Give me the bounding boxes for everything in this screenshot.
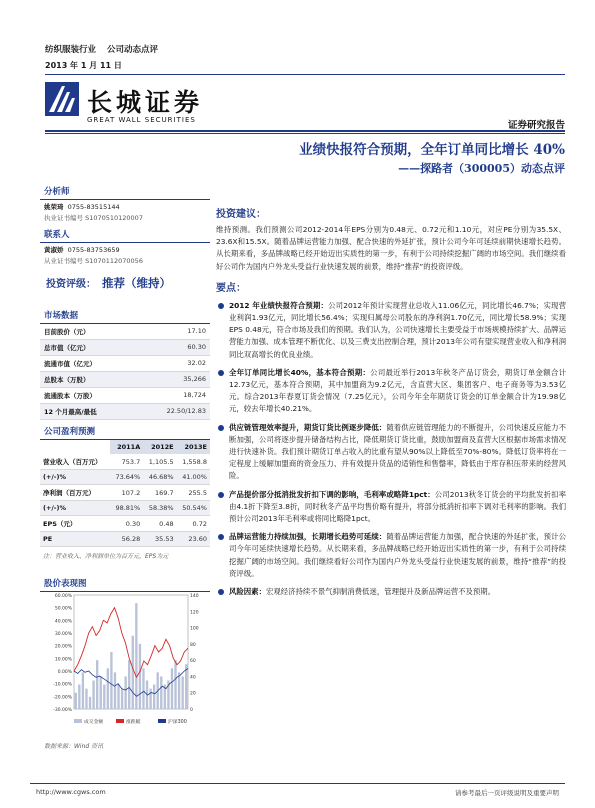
- rating-label: 投资评级：: [46, 279, 96, 290]
- table-cell: 46.68%: [143, 470, 176, 485]
- market-row: [40, 372, 210, 388]
- market-value: 32.02: [187, 359, 206, 367]
- report-type-label: 证券研究报告: [507, 120, 565, 131]
- analyst-cert: 执业证书编号 S1070510120007: [44, 214, 143, 222]
- forecast-heading: 公司盈利预测: [40, 425, 210, 440]
- contact-info: [40, 243, 210, 269]
- price-chart-heading: 股价表现图: [40, 577, 210, 592]
- title-divider: [45, 130, 565, 134]
- contact-phone: 0755-83753659: [67, 246, 120, 254]
- table-cell: 73.64%: [110, 470, 143, 485]
- y-left-tick-label: 50.00%: [54, 606, 72, 612]
- price-chart-panel: [40, 575, 210, 592]
- analyst-name: 姚荣琦: [44, 203, 64, 211]
- y-left-tick-label: -30.00%: [53, 708, 72, 713]
- volume-bar: [135, 603, 137, 709]
- market-data-panel: [40, 307, 210, 420]
- table-cell: 50.54%: [177, 501, 210, 516]
- volume-bar: [107, 668, 109, 709]
- header-industry-line: [45, 43, 166, 55]
- table-cell: 41.00%: [177, 470, 210, 485]
- page-subtitle: ——探路者（300005）动态点评: [398, 162, 565, 175]
- point-text: 公司2013秋冬订货会的平均批发折扣率由4.1折下降至3.8折，同时秋冬产品平均售价略有提升，将部分抵消折扣率下调对毛利率的影响。我们预计公司2013年毛利率或将同比略降1pct。: [229, 489, 566, 524]
- footer-divider: [30, 783, 565, 784]
- legend-label-change: 涨跌幅: [126, 720, 141, 725]
- advice-heading: 投资建议：: [216, 209, 266, 220]
- point-lead: 全年订单同比增长40%，基本符合预期：: [229, 367, 371, 377]
- contact-heading: 联系人: [40, 228, 210, 243]
- footer-url[interactable]: http://www.cgws.com: [36, 788, 106, 796]
- table-row: [40, 532, 210, 547]
- report-date: 2013 年 1 月 11 日: [45, 61, 122, 70]
- y-left-tick-label: 40.00%: [54, 619, 72, 625]
- y-left-tick-label: -10.00%: [53, 682, 72, 688]
- y-right-tick-label: 40: [190, 675, 196, 681]
- table-cell: 1,105.5: [143, 454, 176, 470]
- market-value: 60.30: [187, 343, 206, 351]
- point-text: 随着品牌运营能力加强，配合快速的外延扩张，预计公司今年可延续快速增长趋势。从长期来看，多品牌战略已经开始迈出实质性的第一步，有利于公司持续挖掘广阔的市场空间。我们继续看好公司作为国内户外龙头受益行业快速发展的前景，维持“推荐”的投资评级。: [229, 532, 566, 578]
- table-cell: 255.5: [177, 485, 210, 501]
- page-title: 业绩快报符合预期，全年订单同比增长 40%: [299, 142, 565, 158]
- contact-cert: 从业证书编号 S1070112070056: [44, 257, 143, 265]
- volume-bar: [121, 689, 123, 709]
- table-row: [40, 470, 210, 485]
- forecast-note: 注：营业收入、净利润单位为百万元，EPS为元: [43, 553, 169, 560]
- bullet-dot-icon: [218, 425, 224, 431]
- point-text: 宏观经济持续不景气抑制消费低迷，管理提升及新品牌运营不及预期。: [265, 587, 496, 597]
- row-label: PE: [40, 532, 110, 547]
- column-header: [40, 440, 110, 454]
- market-heading: 市场数据: [40, 309, 210, 324]
- points-heading: 要点：: [216, 282, 246, 294]
- row-label: EPS（元）: [40, 516, 110, 532]
- legend-label-hs300: 沪深300: [168, 720, 187, 725]
- market-key: 流通股本（万股）: [44, 392, 96, 400]
- bullet-dot-icon: [218, 534, 224, 540]
- market-row: [40, 340, 210, 356]
- volume-bar: [96, 660, 98, 709]
- column-header: 2012E: [143, 440, 176, 454]
- bullet-dot-icon: [218, 303, 224, 309]
- brand-name-cn: 长城证券: [87, 88, 204, 117]
- y-left-tick-label: 20.00%: [54, 644, 72, 650]
- y-right-tick-label: 80: [190, 642, 196, 648]
- volume-bar: [149, 689, 151, 709]
- volume-bar: [110, 652, 112, 709]
- table-cell: 98.81%: [110, 501, 143, 516]
- market-row: [40, 324, 210, 340]
- table-cell: 56.28: [110, 532, 143, 547]
- y-right-tick-label: 140: [190, 594, 199, 599]
- table-cell: 1,558.8: [177, 454, 210, 470]
- column-header: 2013E: [177, 440, 210, 454]
- brand-logo: [45, 82, 205, 132]
- market-key: 总股本（万股）: [44, 376, 90, 384]
- y-left-tick-label: 0.00%: [57, 670, 72, 675]
- y-right-tick-label: 100: [190, 626, 199, 632]
- forecast-table: [40, 440, 210, 547]
- market-row: [40, 356, 210, 372]
- advice-text: 维持预测。我们预测公司2012-2014年EPS分别为0.48元、0.72元和1.10元，对应PE分别为35.5X、23.6X和15.5X。随着品牌运营能力加强、配合快速的外延扩张，预计公司今年可延续前期快速增长趋势。从长期来看，多品牌战略已经开始迈出实质性的第一步，有利于公司持续挖掘广阔的市场空间。我们继续看好公司作为国内户外龙头受益行业快速发展的前景，维持“推荐”的投资评级。: [216, 225, 566, 271]
- table-cell: 0.30: [110, 516, 143, 532]
- contact-name: 黄淑娇: [44, 246, 64, 254]
- volume-bar: [185, 664, 187, 709]
- volume-bar: [85, 689, 87, 709]
- rating-value: 推荐（维持）: [102, 276, 171, 290]
- brand-name-en: GREAT WALL SECURITIES: [87, 116, 196, 124]
- legend-swatch-change: [116, 719, 124, 723]
- legend-label-volume: 成交金额: [84, 720, 104, 725]
- y-right-tick-label: 120: [190, 610, 199, 616]
- bullet-dot-icon: [218, 589, 224, 595]
- price-change-line: [74, 608, 188, 678]
- table-cell: 23.60: [177, 532, 210, 547]
- volume-bar: [174, 660, 176, 709]
- volume-bar: [100, 676, 102, 709]
- analyst-panel: [40, 183, 210, 269]
- footer-disclaimer: 请参考最后一页评级说明及重要声明: [455, 789, 559, 797]
- market-row: [40, 404, 210, 420]
- legend-swatch-volume: [74, 719, 82, 723]
- row-label: 营业收入（百万元）: [40, 454, 110, 470]
- volume-bar: [114, 672, 116, 709]
- volume-bar: [78, 685, 80, 709]
- table-cell: 169.7: [143, 485, 176, 501]
- table-cell: 107.2: [110, 485, 143, 501]
- analyst-info: [40, 200, 210, 226]
- volume-bar: [153, 685, 155, 709]
- market-row: [40, 388, 210, 404]
- industry-label: 纺织服装行业: [45, 45, 97, 55]
- volume-bar: [75, 693, 77, 709]
- market-key: 总市值（亿元）: [44, 344, 90, 352]
- legend-swatch-hs300: [158, 719, 166, 723]
- row-label: 净利润（百万元）: [40, 485, 110, 501]
- volume-bar: [171, 668, 173, 709]
- market-value: 18,724: [183, 391, 206, 399]
- table-row: [40, 454, 210, 470]
- point-text: 公司最近举行2013年秋冬产品订货会，期货订单金额合计12.73亿元，基本符合预期，其中加盟商为9.2亿元，含直营大区、集团客户、电子商务等为3.53亿元。综合2013年春夏订货会情况（7.25亿元），公司今年全年期货订货会的订单金额合计为19.98亿元，较去年增长40.21%。: [229, 367, 566, 414]
- volume-bar: [160, 676, 162, 709]
- table-row: [40, 516, 210, 532]
- volume-bar: [89, 697, 91, 709]
- table-row: [40, 501, 210, 516]
- point-lead: 品牌运营能力持续加强，长期增长趋势可延续：: [229, 532, 387, 542]
- market-key: 12 个月最高/最低: [44, 408, 97, 416]
- list-item: [216, 489, 566, 526]
- market-value: 35,266: [183, 375, 206, 383]
- table-cell: 0.72: [177, 516, 210, 532]
- table-cell: 58.38%: [143, 501, 176, 516]
- volume-bar: [132, 636, 134, 709]
- list-item: [216, 300, 566, 361]
- bullet-dot-icon: [218, 370, 224, 376]
- y-right-tick-label: 60: [190, 659, 196, 665]
- y-left-tick-label: 60.00%: [54, 594, 72, 599]
- table-cell: 753.7: [110, 454, 143, 470]
- price-chart: [44, 591, 208, 731]
- analyst-phone: 0755-83515144: [67, 203, 120, 211]
- earnings-forecast-panel: [40, 423, 210, 564]
- header-divider: [45, 74, 565, 75]
- bullet-dot-icon: [218, 492, 224, 498]
- y-right-tick-label: 20: [190, 691, 196, 697]
- market-value: 22.50/12.83: [166, 407, 206, 415]
- point-lead: 产品提价部分抵消批发折扣下调的影响，毛利率或略降1pct：: [229, 489, 435, 499]
- volume-bar: [117, 685, 119, 709]
- volume-bar: [142, 668, 144, 709]
- main-content: [216, 205, 566, 604]
- column-header: 2011A: [110, 440, 143, 454]
- market-key: 目前股价（元）: [44, 328, 90, 336]
- volume-bar: [92, 681, 94, 710]
- volume-bar: [82, 672, 84, 709]
- volume-bar: [139, 644, 141, 709]
- row-label: (+/-)%: [40, 470, 110, 485]
- y-left-tick-label: 30.00%: [54, 632, 72, 637]
- doc-type-label: 公司动态点评: [106, 45, 158, 55]
- y-right-tick-label: 0: [190, 708, 193, 713]
- point-lead: 供应链管理效率提升，期货订货比例逐步降低：: [229, 422, 387, 432]
- market-value: 17.10: [187, 327, 206, 335]
- investment-rating: [40, 275, 210, 291]
- volume-bar: [103, 685, 105, 709]
- list-item: [216, 586, 566, 598]
- point-text: 随着供应链管理能力的不断提升，公司快速反应能力不断加强，公司将逐步提升储备结构占比，降低期货订货比重，鼓励加盟商及直营大区根据市场需求情况进行快速补货。我们预计期货订单占收入的比重有望从90%以上降低至70%-80%。降低订货率将在一定程度上缓解加盟商的资金压力、并有效提升货品的适销性和售罄率，降低由于库存积压带来的经营风险。: [229, 422, 566, 481]
- brand-mark-icon: [45, 82, 79, 116]
- list-item: [216, 367, 566, 416]
- point-lead: 2012 年业绩快报符合预期：: [229, 300, 329, 310]
- volume-bar: [178, 672, 180, 709]
- list-item: [216, 422, 566, 483]
- y-left-tick-label: 10.00%: [54, 657, 72, 663]
- volume-bar: [128, 660, 130, 709]
- list-item: [216, 531, 566, 580]
- key-points-list: [216, 300, 566, 598]
- table-header-row: [40, 440, 210, 454]
- table-cell: 0.48: [143, 516, 176, 532]
- volume-bar: [124, 676, 126, 709]
- market-key: 流通市值（亿元）: [44, 360, 96, 368]
- volume-bar: [181, 676, 183, 709]
- point-text: 公司2012年预计实现营业总收入11.06亿元，同比增长46.7%；实现营业利润1.93亿元，同比增长56.4%；实现归属母公司股东的净利润1.70亿元，同比增长58.9%；实现EPS 0.48元，符合市场及我们的预期。我们认为，公司快速增长主要受益于市场规模持续扩大、品牌运营能力加强、成本管理不断优化、以及三费支出控制合理，预计2013年公司有望实现营业收入和净利润同比双高增长的优良业绩。: [229, 300, 566, 359]
- row-label: (+/-)%: [40, 501, 110, 516]
- analyst-heading: 分析师: [40, 185, 210, 200]
- chart-source: 数据来源：Wind 资讯: [44, 743, 104, 750]
- y-left-tick-label: -20.00%: [53, 695, 72, 701]
- table-row: [40, 485, 210, 501]
- table-cell: 35.53: [143, 532, 176, 547]
- point-lead: 风险因素：: [229, 587, 266, 597]
